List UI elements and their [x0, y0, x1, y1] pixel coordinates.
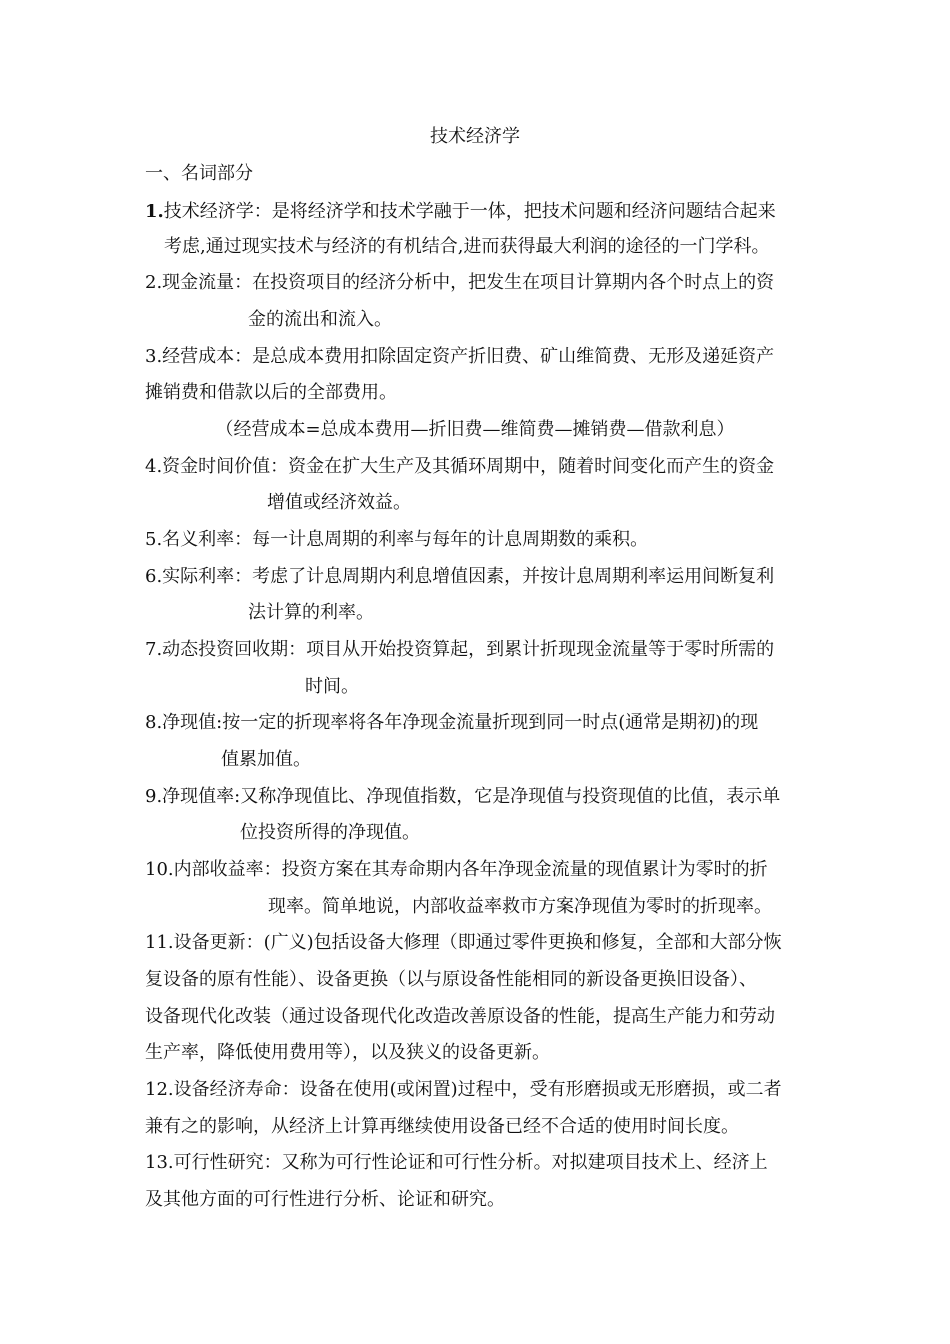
term-4-line-2: 增值或经济效益。 [267, 492, 411, 513]
term-13-line-1: 13.可行性研究：又称为可行性论证和可行性分析。对拟建项目技术上、经济上 [145, 1152, 768, 1173]
term-8-line-2: 值累加值。 [221, 749, 311, 770]
term-10-line-2: 现率。简单地说，内部收益率救市方案净现值为零时的折现率。 [268, 896, 772, 917]
term-7-line-2: 时间。 [305, 676, 359, 697]
term-8-line-1: 8.净现值:按一定的折现率将各年净现金流量折现到同一时点(通常是期初)的现 [145, 712, 759, 733]
term-4-line-1: 4.资金时间价值：资金在扩大生产及其循环周期中，随着时间变化而产生的资金 [145, 456, 775, 477]
term-1-line-1 [145, 200, 776, 224]
term-11-line-3: 设备现代化改装（通过设备现代化改造改善原设备的性能，提高生产能力和劳动 [145, 1006, 775, 1027]
page-title: 技术经济学 [430, 126, 520, 147]
term-9-line-1: 9.净现值率:又称净现值比、净现值指数，它是净现值与投资现值的比值，表示单 [145, 786, 781, 807]
term-1-line-2: 考虑,通过现实技术与经济的有机结合,进而获得最大利润的途径的一门学科。 [164, 236, 770, 257]
section-heading: 一、名词部分 [145, 163, 253, 184]
term-1-text: 技术经济学：是将经济学和技术学融于一体，把技术问题和经济问题结合起来 [163, 201, 776, 222]
term-2-line-2: 金的流出和流入。 [248, 309, 392, 330]
term-11-line-4: 生产率，降低使用费用等），以及狭义的设备更新。 [145, 1042, 550, 1063]
term-7-line-1: 7.动态投资回收期：项目从开始投资算起，到累计折现现金流量等于零时所需的 [145, 639, 775, 660]
term-3-line-1: 3.经营成本：是总成本费用扣除固定资产折旧费、矿山维简费、无形及递延资产 [145, 346, 775, 367]
term-6-line-2: 法计算的利率。 [248, 602, 374, 623]
term-9-line-2: 位投资所得的净现值。 [240, 822, 420, 843]
term-11-line-2: 复设备的原有性能）、设备更换（以与原设备性能相同的新设备更换旧设备）、 [145, 969, 757, 990]
term-3-formula: （经营成本=总成本费用—折旧费—维简费—摊销费—借款利息） [215, 419, 735, 440]
term-12-line-2: 兼有之的影响，从经济上计算再继续使用设备已经不合适的使用时间长度。 [145, 1116, 739, 1137]
term-2-line-1: 2.现金流量：在投资项目的经济分析中，把发生在项目计算期内各个时点上的资 [145, 272, 775, 293]
term-6-line-1: 6.实际利率：考虑了计息周期内利息增值因素，并按计息周期利率运用间断复利 [145, 566, 775, 587]
term-1-number: 1. [145, 201, 164, 222]
term-11-line-1: 11.设备更新：(广义)包括设备大修理（即通过零件更换和修复，全部和大部分恢 [145, 932, 782, 953]
term-3-line-2: 摊销费和借款以后的全部费用。 [145, 382, 397, 403]
term-5-line-1: 5.名义利率：每一计息周期的利率与每年的计息周期数的乘积。 [145, 529, 649, 550]
term-13-line-2: 及其他方面的可行性进行分析、论证和研究。 [145, 1189, 505, 1210]
term-12-line-1: 12.设备经济寿命：设备在使用(或闲置)过程中，受有形磨损或无形磨损，或二者 [145, 1079, 782, 1100]
term-10-line-1: 10.内部收益率：投资方案在其寿命期内各年净现金流量的现值累计为零时的折 [145, 859, 768, 880]
